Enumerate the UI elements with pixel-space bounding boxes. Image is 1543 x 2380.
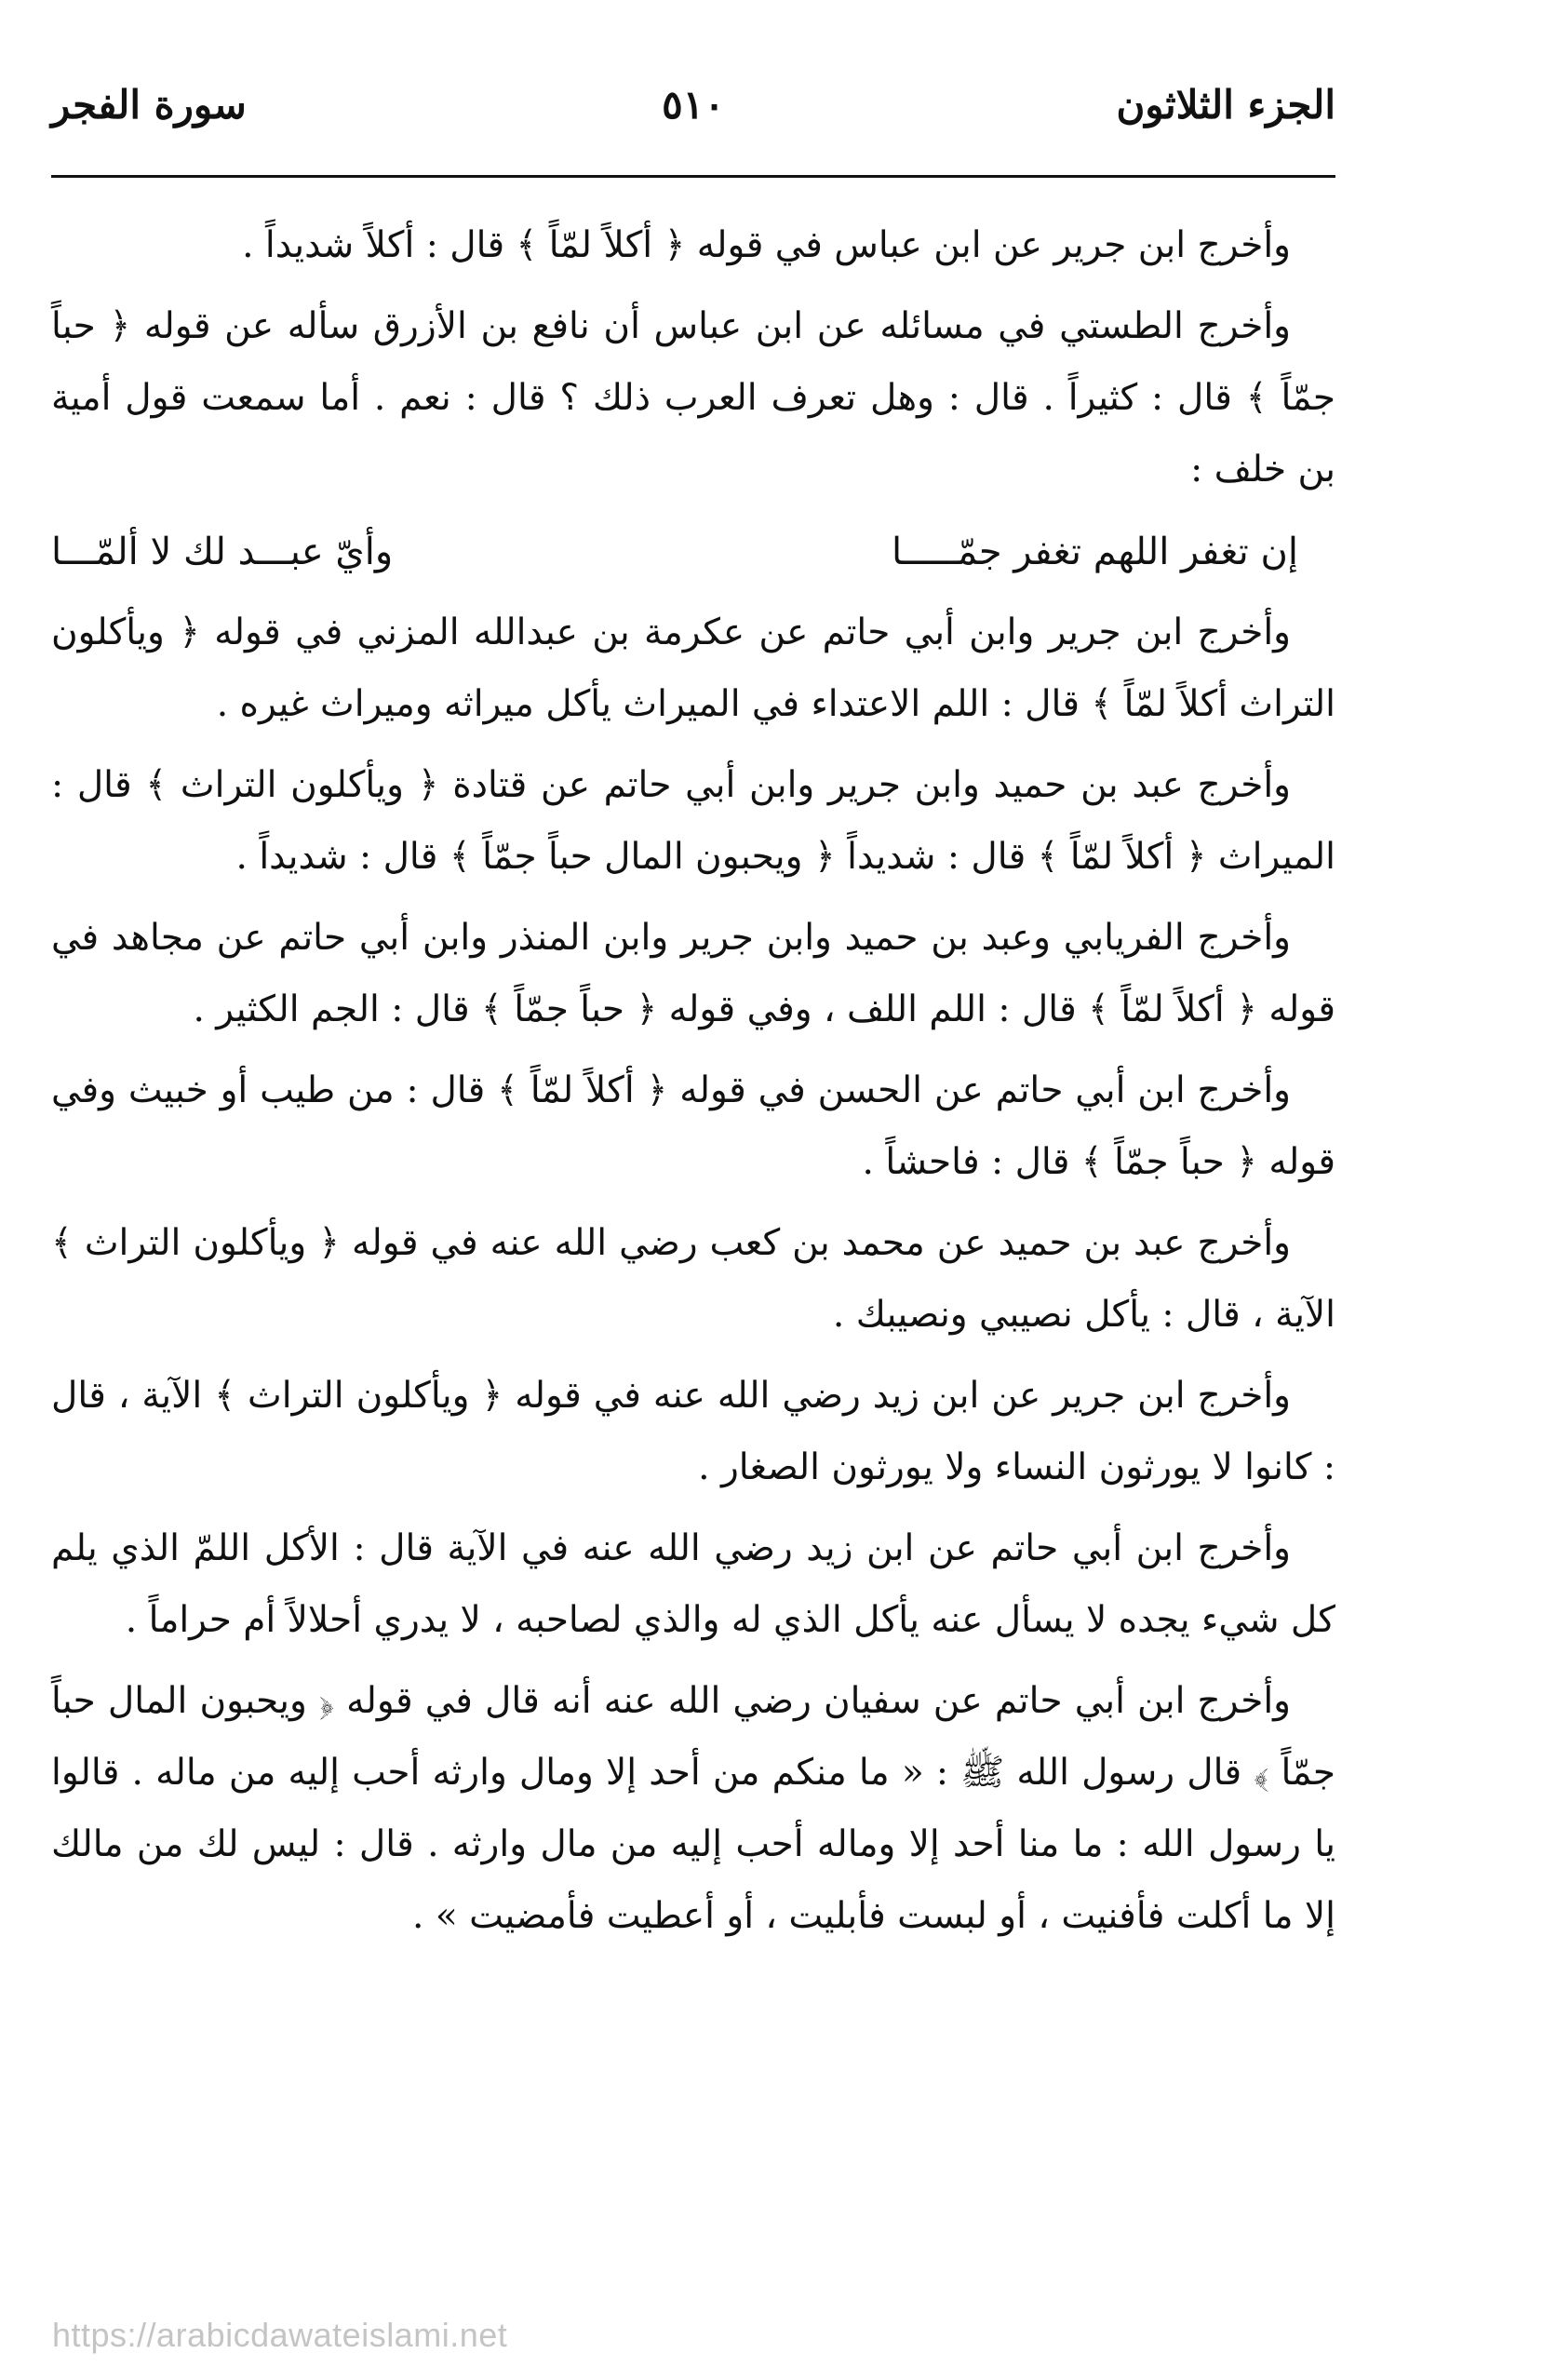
header-divider: [51, 175, 1335, 178]
page-body: [51, 209, 1335, 1961]
paragraph: وأخرج ابن جرير وابن أبي حاتم عن عكرمة بن عبدالله المزني في قوله ﴿ ويأكلون التراث أكلاً لمّاً ﴾ قال : اللم الاعتداء في الميراث يأكل ميراثه وميراث غيره .: [51, 612, 1335, 725]
surah-title: سورة الفجر: [51, 82, 247, 128]
paragraph: وأخرج ابن أبي حاتم عن سفيان رضي الله عنه أنه قال في قوله ﴿ ويحبون المال حباً جمّاً ﴾ قال رسول الله ﷺ : « ما منكم من أحد إلا ومال وارثه أحب إليه من ماله . قالوا يا رسول الله : ما منا أحد إلا وماله أحب إليه من مال وارثه . قال : ليس لك من مالك إلا ما أكلت فأفنيت ، أو لبست فأبليت ، أو أعطيت فأمضيت » .: [51, 1680, 1335, 1937]
paragraph: وأخرج الطستي في مسائله عن ابن عباس أن نافع بن الأزرق سأله عن قوله ﴿ حباً جمّاً ﴾ قال : كثيراً . قال : وهل تعرف العرب ذلك ؟ قال : نعم . أما سمعت قول أمية بن خلف :: [51, 305, 1335, 491]
paragraph: وأخرج الفريابي وعبد بن حميد وابن جرير وابن المنذر وابن أبي حاتم عن مجاهد في قوله ﴿ أكلاً لمّاً ﴾ قال : اللم اللف ، وفي قوله ﴿ حباً جمّاً ﴾ قال : الجم الكثير .: [51, 917, 1335, 1030]
paragraph: وأخرج ابن جرير عن ابن عباس في قوله ﴿ أكلاً لمّاً ﴾ قال : أكلاً شديداً .: [242, 224, 1291, 266]
verse-second-hemistich: وأيّ عبـــد لك لا ألمّـــا: [51, 531, 394, 573]
verse-first-hemistich: إن تغفر اللهم تغفر جمّـــــا: [891, 531, 1298, 573]
juz-title: الجزء الثلاثون: [1116, 82, 1335, 128]
paragraph: وأخرج ابن أبي حاتم عن الحسن في قوله ﴿ أكلاً لمّاً ﴾ قال : من طيب أو خبيث وفي قوله ﴿ حباً جمّاً ﴾ قال : فاحشاً .: [51, 1069, 1335, 1183]
source-watermark: https://arabicdawateislami.net: [52, 2316, 508, 2354]
poetry-verse: [51, 515, 1335, 589]
page-header: [51, 82, 1335, 156]
paragraph: وأخرج عبد بن حميد عن محمد بن كعب رضي الله عنه في قوله ﴿ ويأكلون التراث ﴾ الآية ، قال : يأكل نصيبي ونصيبك .: [51, 1222, 1335, 1336]
paragraph: وأخرج عبد بن حميد وابن جرير وابن أبي حاتم عن قتادة ﴿ ويأكلون التراث ﴾ قال : الميراث ﴿ أكلاً لمّاً ﴾ قال : شديداً ﴿ ويحبون المال حباً جمّاً ﴾ قال : شديداً .: [51, 764, 1335, 878]
paragraph: وأخرج ابن أبي حاتم عن ابن زيد رضي الله عنه في الآية قال : الأكل اللمّ الذي يلم كل شيء يجده لا يسأل عنه يأكل الذي له والذي لصاحبه ، لا يدري أحلالاً أم حراماً .: [51, 1527, 1335, 1641]
page-number: ٥١٠: [662, 82, 725, 128]
paragraph: وأخرج ابن جرير عن ابن زيد رضي الله عنه في قوله ﴿ ويأكلون التراث ﴾ الآية ، قال : كانوا لا يورثون النساء ولا يورثون الصغار .: [51, 1375, 1335, 1488]
